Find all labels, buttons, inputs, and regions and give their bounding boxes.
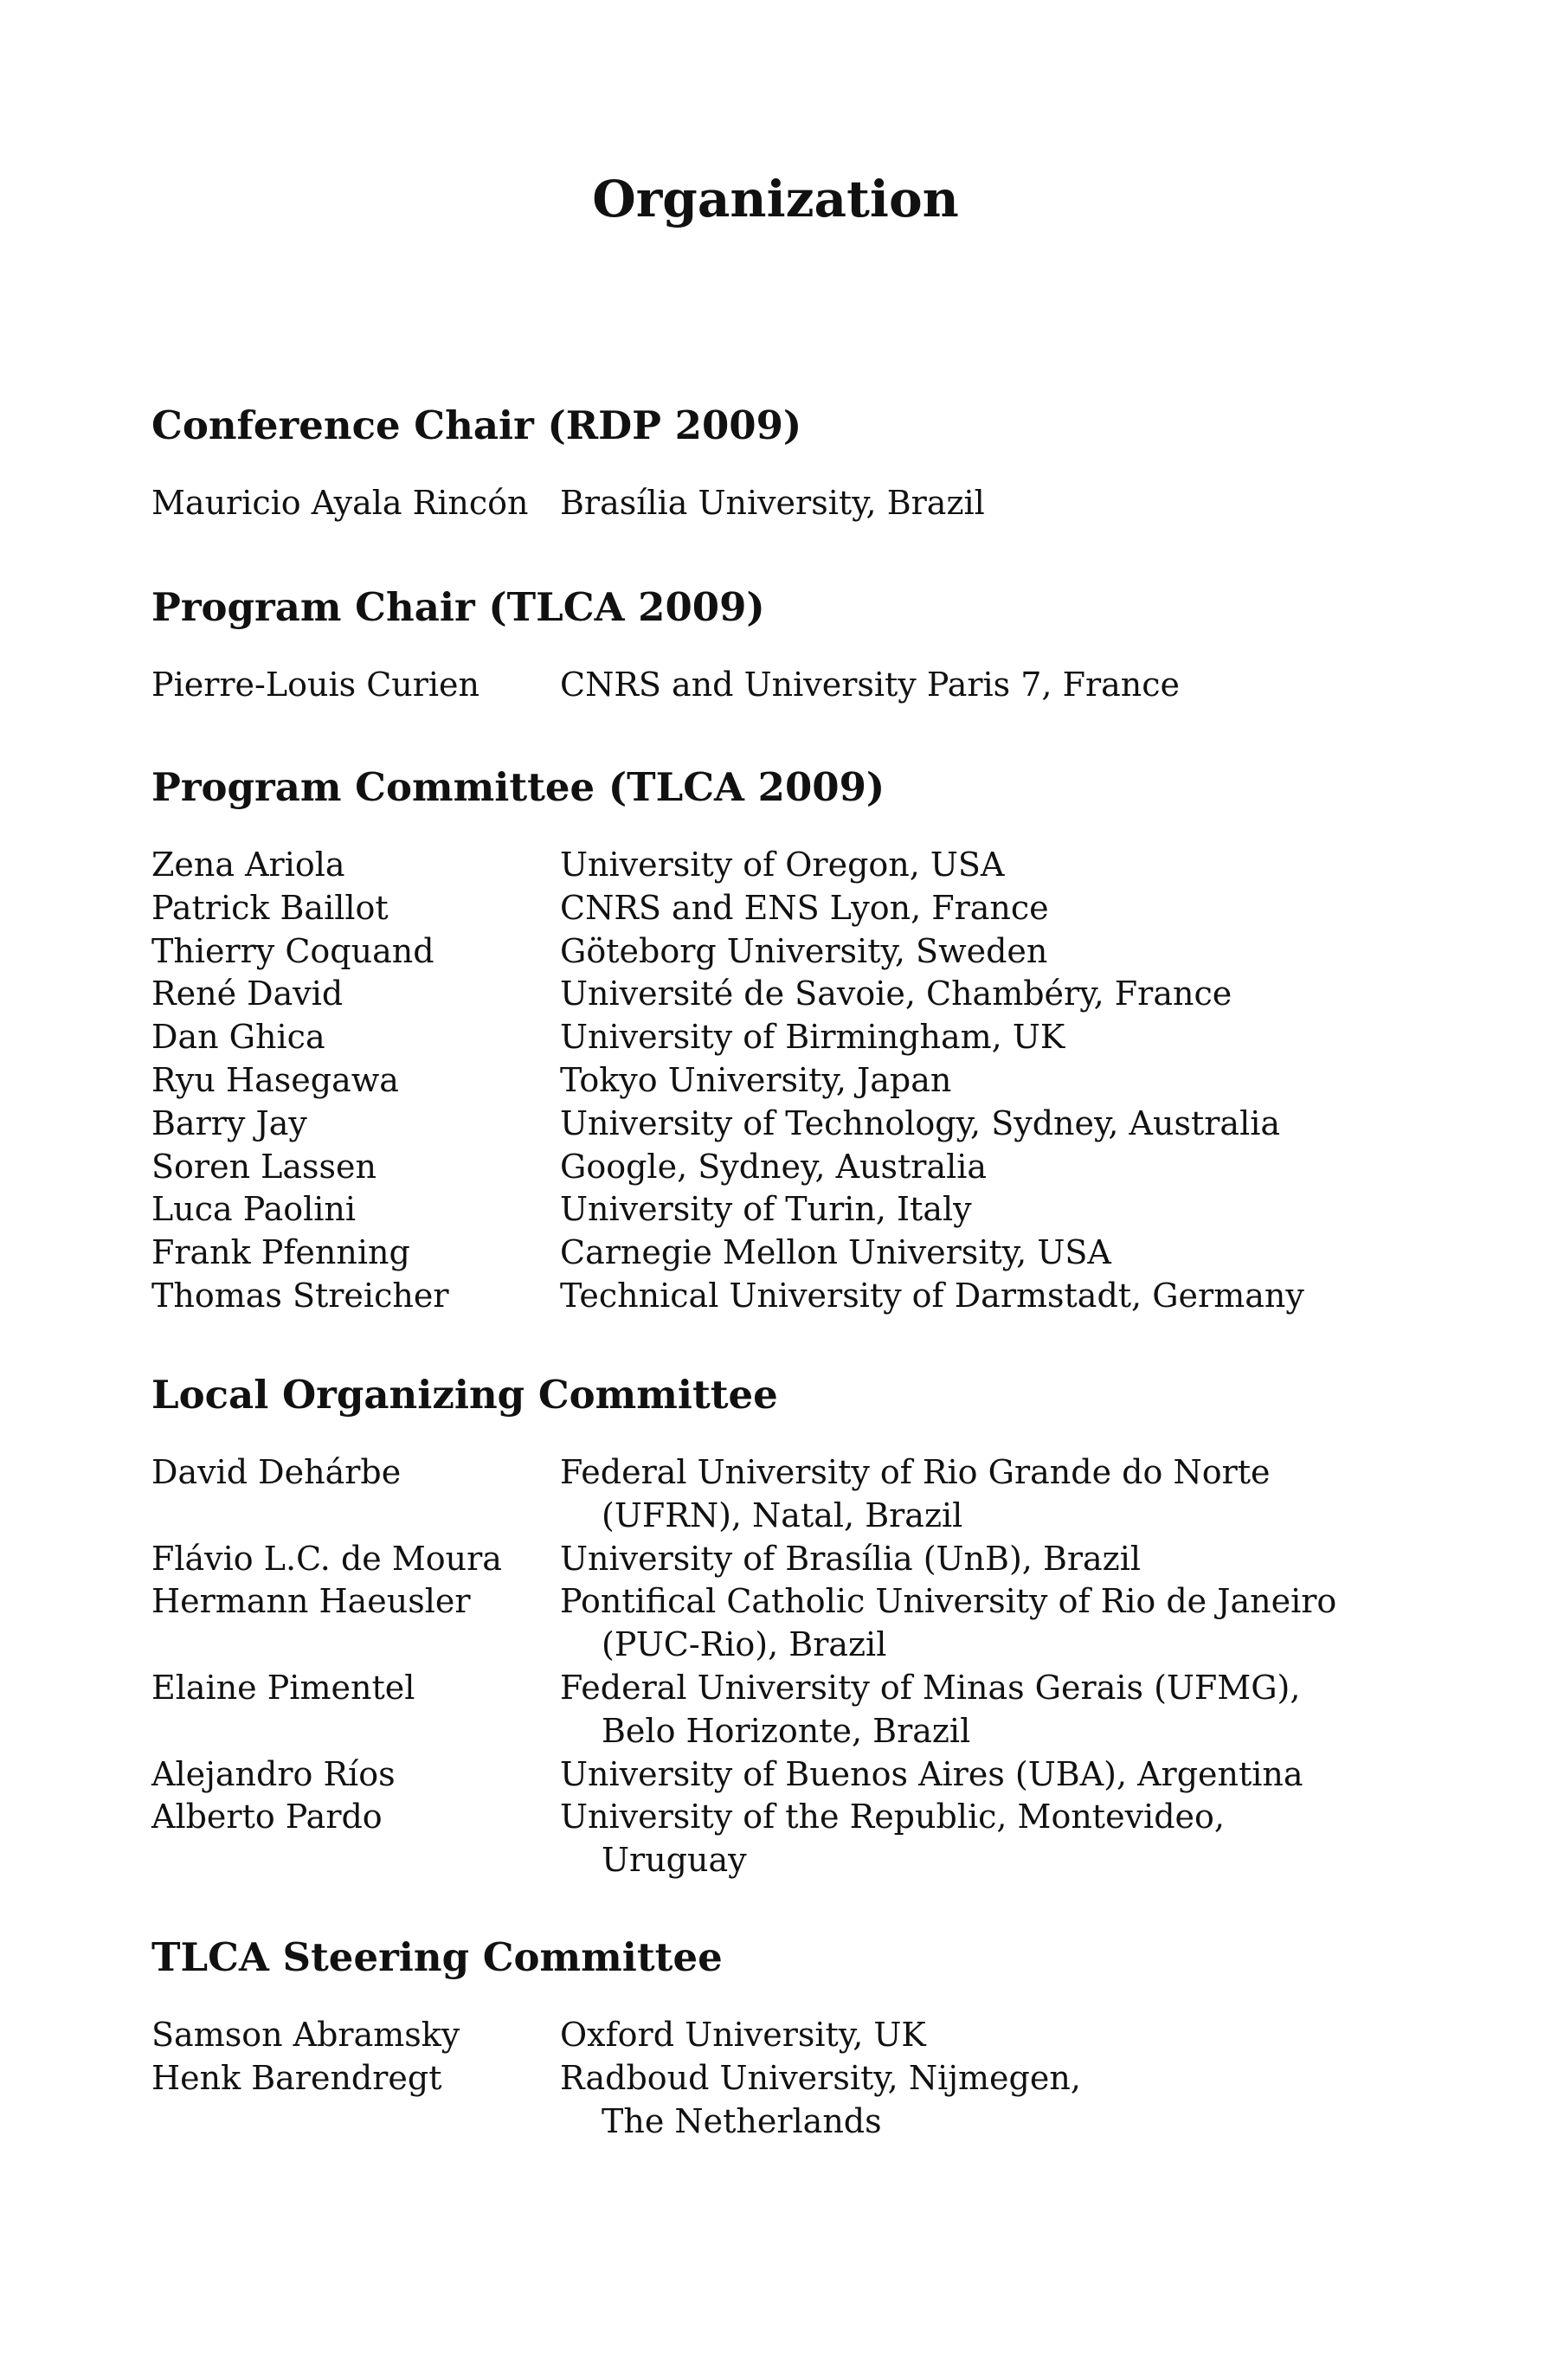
affiliation-line: Université de Savoie, Chambéry, France	[560, 975, 1232, 1013]
section-local-organizing-committee	[151, 1369, 1406, 1882]
affiliation-line: University of Oregon, USA	[560, 846, 1005, 884]
affiliation-line: Uruguay	[602, 1841, 747, 1880]
section-heading: Conference Chair (RDP 2009)	[151, 402, 802, 448]
affiliation-line: University of the Republic, Montevideo,	[560, 1798, 1225, 1836]
affiliation-line: Belo Horizonte, Brazil	[602, 1711, 971, 1750]
entry-row	[151, 482, 1406, 525]
member-affiliation	[560, 1275, 1406, 1318]
page-title: Organization	[592, 170, 959, 228]
entry-row	[151, 1753, 1406, 1797]
section-tlca-steering-committee	[151, 1932, 1406, 2143]
affiliation-line: Radboud University, Nijmegen,	[560, 2058, 1081, 2097]
member-name: Patrick Baillot	[151, 888, 389, 927]
member-name: Henk Barendregt	[151, 2058, 442, 2097]
affiliation-line: University of Buenos Aires (UBA), Argentina	[560, 1754, 1303, 1793]
section-heading: Program Chair (TLCA 2009)	[151, 584, 765, 630]
member-name: Mauricio Ayala Rincón	[151, 484, 529, 522]
affiliation-line: Göteborg University, Sweden	[560, 931, 1048, 970]
entry-row	[151, 2057, 1406, 2144]
member-affiliation	[560, 1016, 1406, 1059]
affiliation-line: University of Technology, Sydney, Australia	[560, 1103, 1281, 1142]
entry-row	[151, 1538, 1406, 1581]
member-name: Pierre-Louis Curien	[151, 666, 480, 704]
entry-row	[151, 1275, 1406, 1318]
affiliation-line: CNRS and ENS Lyon, France	[560, 888, 1049, 927]
member-name: Dan Ghica	[151, 1018, 325, 1057]
member-name: Thomas Streicher	[151, 1276, 449, 1315]
affiliation-line: Carnegie Mellon University, USA	[560, 1233, 1111, 1272]
section-conference-chair	[151, 400, 1406, 525]
member-affiliation	[560, 1538, 1406, 1581]
entry-row	[151, 1580, 1406, 1667]
member-name: Luca Paolini	[151, 1190, 357, 1229]
affiliation-line: Oxford University, UK	[560, 2016, 926, 2054]
member-affiliation	[560, 1146, 1406, 1189]
member-affiliation	[560, 1232, 1406, 1275]
member-name: David Dehárbe	[151, 1453, 402, 1491]
member-name: Frank Pfenning	[151, 1233, 410, 1272]
entry-row	[151, 664, 1406, 707]
member-affiliation	[560, 1103, 1406, 1146]
affiliation-line: Brasília University, Brazil	[560, 484, 985, 522]
member-name: Flávio L.C. de Moura	[151, 1539, 502, 1578]
entry-row	[151, 1016, 1406, 1059]
member-name: Alejandro Ríos	[151, 1754, 396, 1793]
member-affiliation	[560, 1667, 1406, 1753]
entry-row	[151, 930, 1406, 974]
member-affiliation	[560, 482, 1406, 525]
entry-list	[151, 664, 1406, 707]
affiliation-line: Federal University of Rio Grande do Norte	[560, 1453, 1271, 1491]
entry-list	[151, 844, 1406, 1318]
affiliation-line: University of Turin, Italy	[560, 1190, 972, 1229]
affiliation-line: The Netherlands	[602, 2101, 882, 2140]
member-affiliation	[560, 1796, 1406, 1882]
section-heading: Program Committee (TLCA 2009)	[151, 764, 885, 810]
member-name: René David	[151, 975, 344, 1013]
member-name: Soren Lassen	[151, 1147, 376, 1186]
section-program-committee	[151, 762, 1406, 1318]
member-affiliation	[560, 930, 1406, 974]
member-name: Barry Jay	[151, 1103, 307, 1142]
affiliation-line: University of Brasília (UnB), Brazil	[560, 1539, 1142, 1578]
member-affiliation	[560, 1188, 1406, 1232]
member-affiliation	[560, 887, 1406, 930]
entry-row	[151, 1188, 1406, 1232]
member-name: Ryu Hasegawa	[151, 1060, 399, 1099]
entry-row	[151, 1059, 1406, 1103]
member-affiliation	[560, 1059, 1406, 1103]
entry-row	[151, 1451, 1406, 1538]
entry-row	[151, 887, 1406, 930]
section-heading: Local Organizing Committee	[151, 1372, 778, 1418]
entry-list	[151, 1451, 1406, 1882]
affiliation-line: Federal University of Minas Gerais (UFMG),	[560, 1668, 1301, 1707]
entry-row	[151, 1667, 1406, 1753]
section-heading: TLCA Steering Committee	[151, 1934, 723, 1980]
affiliation-line: (UFRN), Natal, Brazil	[602, 1496, 963, 1534]
affiliation-line: Google, Sydney, Australia	[560, 1147, 988, 1186]
entry-row	[151, 973, 1406, 1016]
member-affiliation	[560, 1451, 1406, 1538]
member-affiliation	[560, 2014, 1406, 2057]
affiliation-line: (PUC-Rio), Brazil	[602, 1625, 887, 1664]
member-name: Hermann Haeusler	[151, 1582, 471, 1621]
entry-row	[151, 1146, 1406, 1189]
affiliation-line: University of Birmingham, UK	[560, 1018, 1065, 1057]
section-program-chair	[151, 582, 1406, 707]
affiliation-line: Tokyo University, Japan	[560, 1060, 952, 1099]
entry-row	[151, 2014, 1406, 2057]
entry-list	[151, 2014, 1406, 2143]
member-affiliation	[560, 973, 1406, 1016]
entry-row	[151, 844, 1406, 887]
member-name: Elaine Pimentel	[151, 1668, 415, 1707]
entry-row	[151, 1796, 1406, 1882]
entry-list	[151, 482, 1406, 525]
affiliation-line: Pontifical Catholic University of Rio de Janeiro	[560, 1582, 1337, 1621]
entry-row	[151, 1232, 1406, 1275]
entry-row	[151, 1103, 1406, 1146]
member-affiliation	[560, 1580, 1406, 1667]
member-affiliation	[560, 844, 1406, 887]
member-name: Samson Abramsky	[151, 2016, 460, 2054]
member-name: Thierry Coquand	[151, 931, 434, 970]
member-affiliation	[560, 1753, 1406, 1797]
member-affiliation	[560, 2057, 1406, 2144]
affiliation-line: CNRS and University Paris 7, France	[560, 666, 1181, 704]
member-name: Zena Ariola	[151, 846, 345, 884]
member-affiliation	[560, 664, 1406, 707]
affiliation-line: Technical University of Darmstadt, Germany	[560, 1276, 1304, 1315]
member-name: Alberto Pardo	[151, 1798, 383, 1836]
